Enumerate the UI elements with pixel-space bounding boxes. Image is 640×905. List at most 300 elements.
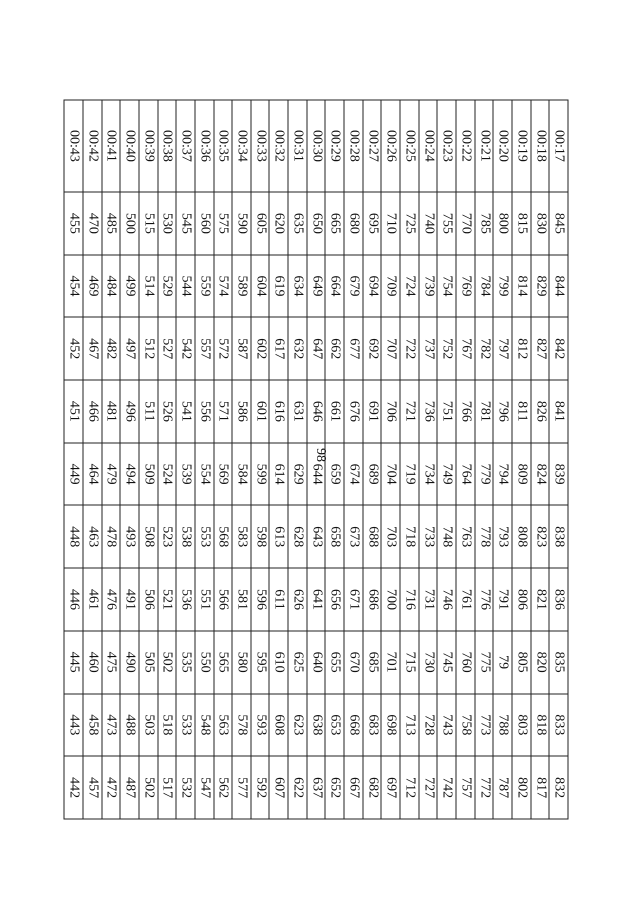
value-cell: 841 — [549, 380, 568, 443]
table-row — [530, 100, 549, 819]
value-cell: 458 — [82, 694, 101, 757]
value-cell: 596 — [250, 568, 269, 631]
time-cell: 00:19 — [512, 100, 531, 192]
value-cell: 626 — [288, 568, 307, 631]
value-cell: 641 — [306, 568, 325, 631]
value-cell: 530 — [157, 192, 176, 255]
table-row — [288, 100, 307, 819]
table-row — [101, 100, 120, 819]
value-cell: 461 — [82, 568, 101, 631]
value-cell: 769 — [456, 255, 475, 318]
value-cell: 830 — [530, 192, 549, 255]
value-cell: 623 — [288, 694, 307, 757]
value-cell: 764 — [456, 443, 475, 506]
time-cell: 00:36 — [194, 100, 213, 192]
value-cell: 622 — [288, 756, 307, 819]
value-cell: 533 — [176, 694, 195, 757]
value-cell: 845 — [549, 192, 568, 255]
value-cell: 815 — [512, 192, 531, 255]
value-cell: 676 — [344, 380, 363, 443]
table-row — [250, 100, 269, 819]
value-cell: 563 — [213, 694, 232, 757]
value-cell: 655 — [325, 631, 344, 694]
value-cell: 490 — [120, 631, 139, 694]
value-cell: 745 — [437, 631, 456, 694]
value-cell: 578 — [232, 694, 251, 757]
table-row — [474, 100, 493, 819]
time-cell: 00:42 — [82, 100, 101, 192]
time-cell: 00:35 — [213, 100, 232, 192]
table-body — [64, 100, 568, 819]
table-row — [120, 100, 139, 819]
value-cell: 545 — [176, 192, 195, 255]
value-cell: 524 — [157, 443, 176, 506]
value-cell: 662 — [325, 317, 344, 380]
value-cell: 829 — [530, 255, 549, 318]
value-cell: 635 — [288, 192, 307, 255]
value-cell: 566 — [213, 568, 232, 631]
value-cell: 791 — [493, 568, 512, 631]
value-cell: 779 — [474, 443, 493, 506]
value-cell: 464 — [82, 443, 101, 506]
value-cell: 761 — [456, 568, 475, 631]
value-cell: 451 — [64, 380, 83, 443]
value-cell: 652 — [325, 756, 344, 819]
value-cell: 599 — [250, 443, 269, 506]
value-cell: 568 — [213, 505, 232, 568]
value-cell: 509 — [138, 443, 157, 506]
time-cell: 00:23 — [437, 100, 456, 192]
value-cell: 484 — [101, 255, 120, 318]
value-cell: 515 — [138, 192, 157, 255]
time-cell: 00:26 — [381, 100, 400, 192]
value-cell: 571 — [213, 380, 232, 443]
value-cell: 695 — [362, 192, 381, 255]
value-cell: 485 — [101, 192, 120, 255]
value-cell: 746 — [437, 568, 456, 631]
value-cell: 647 — [306, 317, 325, 380]
table-row — [157, 100, 176, 819]
value-cell: 463 — [82, 505, 101, 568]
value-cell: 671 — [344, 568, 363, 631]
value-cell: 808 — [512, 505, 531, 568]
value-cell: 541 — [176, 380, 195, 443]
value-cell: 839 — [549, 443, 568, 506]
table-row — [232, 100, 251, 819]
value-cell: 542 — [176, 317, 195, 380]
value-cell: 631 — [288, 380, 307, 443]
value-cell: 674 — [344, 443, 363, 506]
value-cell: 448 — [64, 505, 83, 568]
value-cell: 668 — [344, 694, 363, 757]
value-cell: 523 — [157, 505, 176, 568]
value-cell: 584 — [232, 443, 251, 506]
value-cell: 754 — [437, 255, 456, 318]
value-cell: 632 — [288, 317, 307, 380]
value-cell: 805 — [512, 631, 531, 694]
value-cell: 692 — [362, 317, 381, 380]
value-cell: 757 — [456, 756, 475, 819]
value-cell: 701 — [381, 631, 400, 694]
value-cell: 608 — [269, 694, 288, 757]
table-row — [549, 100, 568, 819]
value-cell: 814 — [512, 255, 531, 318]
value-cell: 625 — [288, 631, 307, 694]
table-row — [437, 100, 456, 819]
value-cell: 79 — [493, 631, 512, 694]
table-row — [176, 100, 195, 819]
value-cell: 707 — [381, 317, 400, 380]
value-cell: 466 — [82, 380, 101, 443]
value-cell: 511 — [138, 380, 157, 443]
value-cell: 505 — [138, 631, 157, 694]
value-cell: 593 — [250, 694, 269, 757]
value-cell: 572 — [213, 317, 232, 380]
value-cell: 677 — [344, 317, 363, 380]
value-cell: 452 — [64, 317, 83, 380]
value-cell: 487 — [120, 756, 139, 819]
value-cell: 589 — [232, 255, 251, 318]
table-row — [213, 100, 232, 819]
value-cell: 832 — [549, 756, 568, 819]
table-row — [381, 100, 400, 819]
value-cell: 827 — [530, 317, 549, 380]
value-cell: 644 — [306, 443, 325, 506]
value-cell: 781 — [474, 380, 493, 443]
value-cell: 592 — [250, 756, 269, 819]
value-cell: 752 — [437, 317, 456, 380]
time-cell: 00:32 — [269, 100, 288, 192]
value-cell: 488 — [120, 694, 139, 757]
value-cell: 728 — [418, 694, 437, 757]
value-cell: 736 — [418, 380, 437, 443]
time-cell: 00:30 — [306, 100, 325, 192]
value-cell: 820 — [530, 631, 549, 694]
value-cell: 470 — [82, 192, 101, 255]
value-cell: 788 — [493, 694, 512, 757]
value-cell: 508 — [138, 505, 157, 568]
table-row — [512, 100, 531, 819]
value-cell: 739 — [418, 255, 437, 318]
value-cell: 673 — [344, 505, 363, 568]
value-cell: 449 — [64, 443, 83, 506]
value-cell: 643 — [306, 505, 325, 568]
time-cell: 00:22 — [456, 100, 475, 192]
value-cell: 446 — [64, 568, 83, 631]
value-cell: 700 — [381, 568, 400, 631]
value-cell: 812 — [512, 317, 531, 380]
value-cell: 743 — [437, 694, 456, 757]
data-table — [63, 100, 568, 820]
time-cell: 00:25 — [400, 100, 419, 192]
value-cell: 502 — [157, 631, 176, 694]
value-cell: 733 — [418, 505, 437, 568]
value-cell: 730 — [418, 631, 437, 694]
value-cell: 689 — [362, 443, 381, 506]
value-cell: 548 — [194, 694, 213, 757]
value-cell: 611 — [269, 568, 288, 631]
value-cell: 602 — [250, 317, 269, 380]
value-cell: 455 — [64, 192, 83, 255]
value-cell: 469 — [82, 255, 101, 318]
value-cell: 649 — [306, 255, 325, 318]
value-cell: 601 — [250, 380, 269, 443]
value-cell: 664 — [325, 255, 344, 318]
value-cell: 775 — [474, 631, 493, 694]
value-cell: 605 — [250, 192, 269, 255]
value-cell: 694 — [362, 255, 381, 318]
value-cell: 802 — [512, 756, 531, 819]
value-cell: 637 — [306, 756, 325, 819]
value-cell: 760 — [456, 631, 475, 694]
value-cell: 607 — [269, 756, 288, 819]
value-cell: 803 — [512, 694, 531, 757]
value-cell: 703 — [381, 505, 400, 568]
value-cell: 836 — [549, 568, 568, 631]
value-cell: 616 — [269, 380, 288, 443]
value-cell: 731 — [418, 568, 437, 631]
value-cell: 517 — [157, 756, 176, 819]
value-cell: 559 — [194, 255, 213, 318]
time-cell: 00:34 — [232, 100, 251, 192]
value-cell: 562 — [213, 756, 232, 819]
value-cell: 682 — [362, 756, 381, 819]
value-cell: 587 — [232, 317, 251, 380]
table-row — [493, 100, 512, 819]
value-cell: 442 — [64, 756, 83, 819]
value-cell: 491 — [120, 568, 139, 631]
value-cell: 776 — [474, 568, 493, 631]
value-cell: 742 — [437, 756, 456, 819]
value-cell: 577 — [232, 756, 251, 819]
page-number: 98 — [313, 448, 328, 462]
value-cell: 667 — [344, 756, 363, 819]
value-cell: 727 — [418, 756, 437, 819]
value-cell: 620 — [269, 192, 288, 255]
value-cell: 553 — [194, 505, 213, 568]
value-cell: 482 — [101, 317, 120, 380]
table-row — [64, 100, 83, 819]
value-cell: 748 — [437, 505, 456, 568]
value-cell: 586 — [232, 380, 251, 443]
time-cell: 00:27 — [362, 100, 381, 192]
value-cell: 614 — [269, 443, 288, 506]
value-cell: 709 — [381, 255, 400, 318]
value-cell: 770 — [456, 192, 475, 255]
value-cell: 512 — [138, 317, 157, 380]
value-cell: 481 — [101, 380, 120, 443]
value-cell: 557 — [194, 317, 213, 380]
value-cell: 529 — [157, 255, 176, 318]
value-cell: 833 — [549, 694, 568, 757]
value-cell: 787 — [493, 756, 512, 819]
value-cell: 617 — [269, 317, 288, 380]
value-cell: 544 — [176, 255, 195, 318]
value-cell: 454 — [64, 255, 83, 318]
table-row — [456, 100, 475, 819]
time-cell: 00:29 — [325, 100, 344, 192]
value-cell: 476 — [101, 568, 120, 631]
time-cell: 00:41 — [101, 100, 120, 192]
value-cell: 826 — [530, 380, 549, 443]
value-cell: 493 — [120, 505, 139, 568]
value-cell: 680 — [344, 192, 363, 255]
value-cell: 712 — [400, 756, 419, 819]
value-cell: 737 — [418, 317, 437, 380]
value-cell: 580 — [232, 631, 251, 694]
value-cell: 502 — [138, 756, 157, 819]
value-cell: 535 — [176, 631, 195, 694]
value-cell: 556 — [194, 380, 213, 443]
time-cell: 00:39 — [138, 100, 157, 192]
value-cell: 755 — [437, 192, 456, 255]
value-cell: 467 — [82, 317, 101, 380]
value-cell: 838 — [549, 505, 568, 568]
table-row — [344, 100, 363, 819]
value-cell: 842 — [549, 317, 568, 380]
value-cell: 722 — [400, 317, 419, 380]
time-cell: 00:28 — [344, 100, 363, 192]
value-cell: 527 — [157, 317, 176, 380]
value-cell: 574 — [213, 255, 232, 318]
value-cell: 460 — [82, 631, 101, 694]
value-cell: 595 — [250, 631, 269, 694]
value-cell: 610 — [269, 631, 288, 694]
value-cell: 565 — [213, 631, 232, 694]
value-cell: 799 — [493, 255, 512, 318]
value-cell: 773 — [474, 694, 493, 757]
value-cell: 772 — [474, 756, 493, 819]
value-cell: 691 — [362, 380, 381, 443]
value-cell: 473 — [101, 694, 120, 757]
value-cell: 767 — [456, 317, 475, 380]
value-cell: 457 — [82, 756, 101, 819]
value-cell: 811 — [512, 380, 531, 443]
value-cell: 818 — [530, 694, 549, 757]
value-cell: 793 — [493, 505, 512, 568]
table-row — [418, 100, 437, 819]
table-row — [306, 100, 325, 819]
value-cell: 506 — [138, 568, 157, 631]
value-cell: 800 — [493, 192, 512, 255]
value-cell: 613 — [269, 505, 288, 568]
value-cell: 823 — [530, 505, 549, 568]
table-row — [400, 100, 419, 819]
value-cell: 497 — [120, 317, 139, 380]
value-cell: 683 — [362, 694, 381, 757]
value-cell: 697 — [381, 756, 400, 819]
value-cell: 503 — [138, 694, 157, 757]
value-cell: 590 — [232, 192, 251, 255]
value-cell: 710 — [381, 192, 400, 255]
value-cell: 494 — [120, 443, 139, 506]
value-cell: 817 — [530, 756, 549, 819]
value-cell: 518 — [157, 694, 176, 757]
value-cell: 619 — [269, 255, 288, 318]
value-cell: 806 — [512, 568, 531, 631]
value-cell: 749 — [437, 443, 456, 506]
value-cell: 443 — [64, 694, 83, 757]
value-cell: 740 — [418, 192, 437, 255]
value-cell: 706 — [381, 380, 400, 443]
table-row — [194, 100, 213, 819]
value-cell: 646 — [306, 380, 325, 443]
time-cell: 00:17 — [549, 100, 568, 192]
value-cell: 698 — [381, 694, 400, 757]
value-cell: 844 — [549, 255, 568, 318]
value-cell: 721 — [400, 380, 419, 443]
time-cell: 00:37 — [176, 100, 195, 192]
value-cell: 794 — [493, 443, 512, 506]
time-cell: 00:33 — [250, 100, 269, 192]
value-cell: 724 — [400, 255, 419, 318]
value-cell: 758 — [456, 694, 475, 757]
value-cell: 554 — [194, 443, 213, 506]
value-cell: 514 — [138, 255, 157, 318]
value-cell: 784 — [474, 255, 493, 318]
value-cell: 575 — [213, 192, 232, 255]
value-cell: 796 — [493, 380, 512, 443]
value-cell: 500 — [120, 192, 139, 255]
value-cell: 763 — [456, 505, 475, 568]
value-cell: 547 — [194, 756, 213, 819]
value-cell: 640 — [306, 631, 325, 694]
value-cell: 478 — [101, 505, 120, 568]
value-cell: 445 — [64, 631, 83, 694]
time-cell: 00:21 — [474, 100, 493, 192]
value-cell: 479 — [101, 443, 120, 506]
value-cell: 656 — [325, 568, 344, 631]
value-cell: 472 — [101, 756, 120, 819]
value-cell: 538 — [176, 505, 195, 568]
time-cell: 00:20 — [493, 100, 512, 192]
value-cell: 734 — [418, 443, 437, 506]
value-cell: 581 — [232, 568, 251, 631]
value-cell: 835 — [549, 631, 568, 694]
value-cell: 688 — [362, 505, 381, 568]
table-row — [269, 100, 288, 819]
value-cell: 499 — [120, 255, 139, 318]
time-cell: 00:18 — [530, 100, 549, 192]
value-cell: 550 — [194, 631, 213, 694]
value-cell: 598 — [250, 505, 269, 568]
value-cell: 634 — [288, 255, 307, 318]
value-cell: 536 — [176, 568, 195, 631]
time-cell: 00:40 — [120, 100, 139, 192]
time-cell: 00:31 — [288, 100, 307, 192]
value-cell: 661 — [325, 380, 344, 443]
value-cell: 685 — [362, 631, 381, 694]
value-cell: 638 — [306, 694, 325, 757]
value-cell: 785 — [474, 192, 493, 255]
value-cell: 718 — [400, 505, 419, 568]
table-row — [82, 100, 101, 819]
value-cell: 719 — [400, 443, 419, 506]
value-cell: 725 — [400, 192, 419, 255]
value-cell: 650 — [306, 192, 325, 255]
value-cell: 551 — [194, 568, 213, 631]
time-cell: 00:43 — [64, 100, 83, 192]
value-cell: 521 — [157, 568, 176, 631]
table-row — [138, 100, 157, 819]
value-cell: 604 — [250, 255, 269, 318]
value-cell: 821 — [530, 568, 549, 631]
value-cell: 583 — [232, 505, 251, 568]
value-cell: 670 — [344, 631, 363, 694]
time-cell: 00:38 — [157, 100, 176, 192]
time-cell: 00:24 — [418, 100, 437, 192]
value-cell: 665 — [325, 192, 344, 255]
